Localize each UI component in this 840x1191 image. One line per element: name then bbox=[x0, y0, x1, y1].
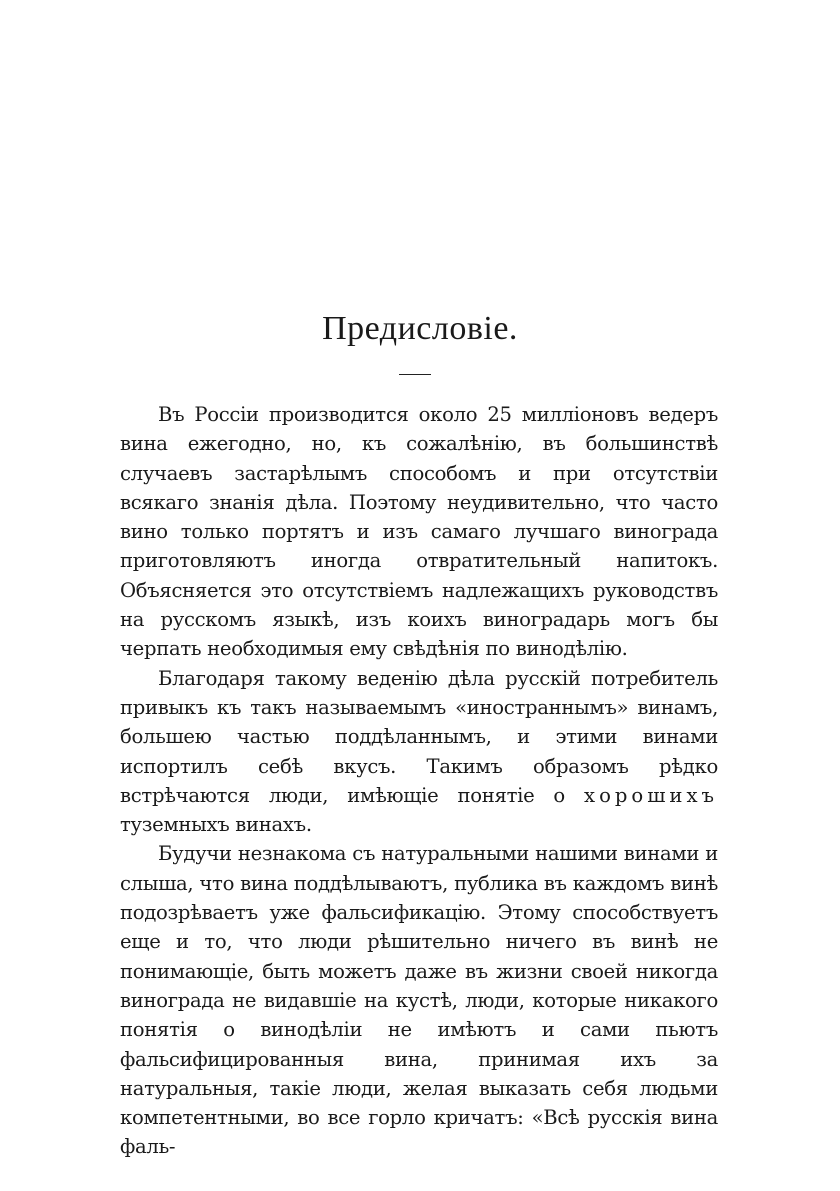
paragraph-2 bbox=[120, 664, 718, 840]
preface-body bbox=[120, 400, 718, 1162]
paragraph-1: Въ Россіи производится около 25 милліоновъ ведеръ вина ежегодно, но, къ сожалѣнію, въ большинствѣ случаевъ застарѣлымъ способомъ и при отсутствіи всякаго знанія дѣла. Поэтому неудивительно, что часто вино только портятъ и изъ самаго лучшаго винограда приготовляютъ иногда отвратительный напитокъ. Объясняется это отсутствіемъ надлежащихъ руководствъ на русскомъ языкѣ, изъ коихъ виноградарь могъ бы черпать необходимыя ему свѣдѣнія по винодѣлію. bbox=[120, 403, 718, 661]
paragraph-2-text-after: туземныхъ винахъ. bbox=[120, 813, 312, 837]
title-divider bbox=[399, 374, 431, 375]
page-title: Предисловіе. bbox=[322, 310, 518, 347]
paragraph-3: Будучи незнакома съ натуральными нашими винами и слыша, что вина поддѣлываютъ, публика въ каждомъ винѣ подозрѣваетъ уже фальсификацію. Этому способствуетъ еще и то, что люди рѣшительно ничего въ винѣ не понимающіе, быть можетъ даже въ жизни своей никогда винограда не видавшіе на кустѣ, люди, которые никакого понятія о винодѣліи не имѣютъ и сами пьютъ фальсифицированныя вина, принимая ихъ за натуральныя, такіе люди, желая выказать себя людьми компетентными, во все горло кричатъ: «Всѣ русскія вина фаль- bbox=[120, 842, 718, 1159]
paragraph-2-text-before: Благодаря такому веденію дѣла русскій потребитель привыкъ къ такъ называемымъ «иностраннымъ» винамъ, большею частью поддѣланнымъ, и этими винами испортилъ себѣ вкусъ. Такимъ образомъ рѣдко встрѣчаются люди, имѣющіе понятіе о bbox=[120, 666, 718, 807]
paragraph-2-emphasis: хорошихъ bbox=[584, 783, 718, 807]
